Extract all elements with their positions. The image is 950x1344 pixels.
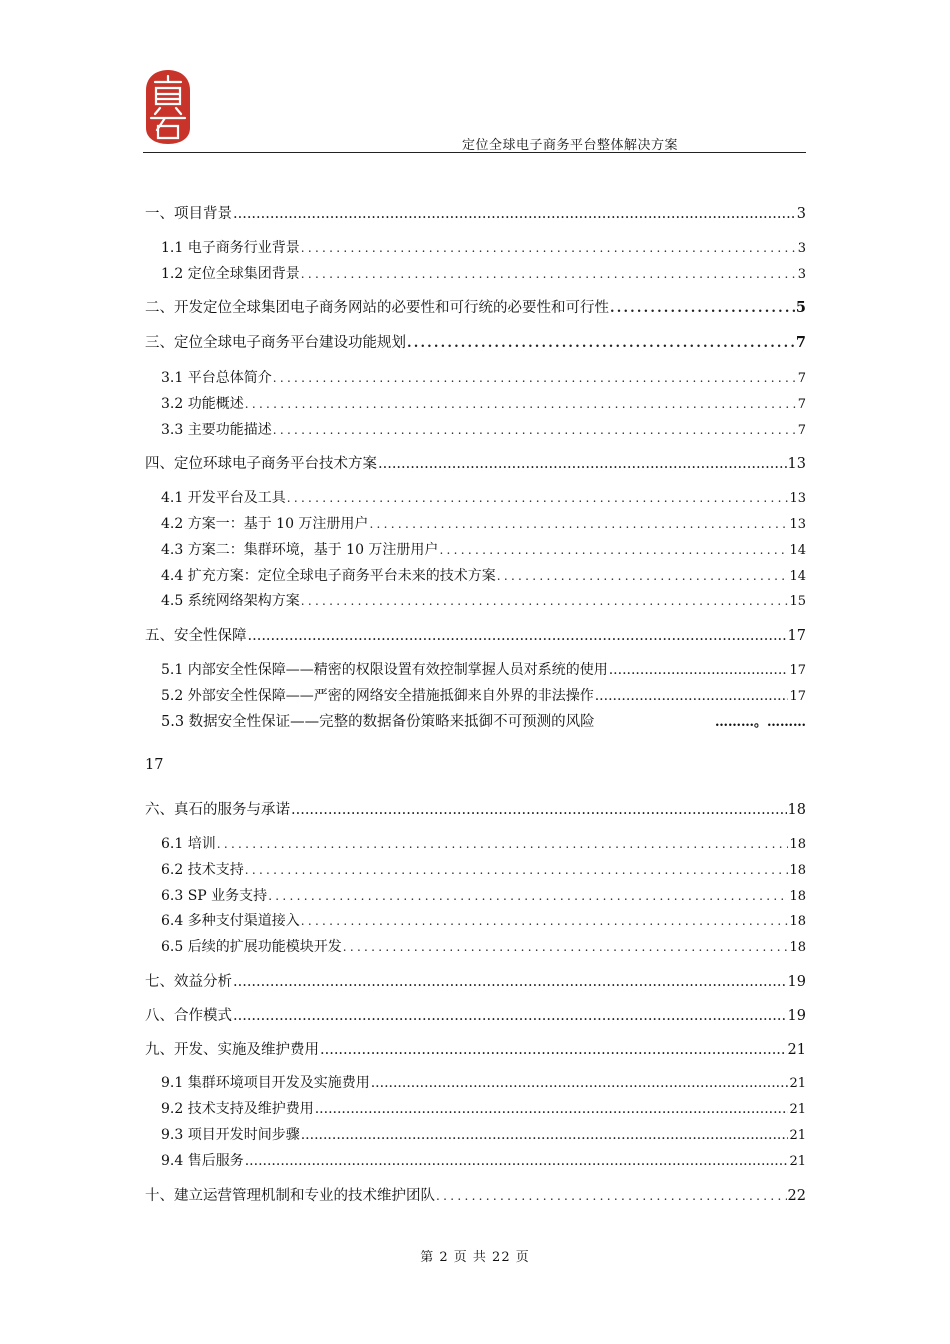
toc-entry-label: 4.2 方案一：基于 10 万注册用户 bbox=[161, 515, 369, 532]
toc-dot-leader bbox=[497, 564, 789, 589]
toc-entry-6-4[interactable] bbox=[145, 909, 806, 935]
toc-entry-label: 九、开发、实施及维护费用 bbox=[145, 1041, 319, 1058]
toc-entry-label: 9.1 集群环境项目开发及实施费用 bbox=[161, 1075, 370, 1092]
toc-entry-label: 3.1 平台总体简介 bbox=[161, 369, 272, 386]
toc-entry-page: 14 bbox=[789, 542, 806, 558]
toc-entry-3-2[interactable] bbox=[145, 392, 806, 418]
toc-entry-page: 21 bbox=[789, 1153, 806, 1169]
toc-entry-page: 21 bbox=[789, 1102, 806, 1118]
toc-dot-leader bbox=[245, 1149, 789, 1174]
toc-entry-9-2[interactable] bbox=[145, 1097, 806, 1123]
toc-entry-3-1[interactable] bbox=[145, 366, 806, 392]
toc-entry-label: 七、效益分析 bbox=[145, 973, 232, 990]
toc-entry-label: 三、定位全球电子商务平台建设功能规划 bbox=[145, 335, 406, 352]
toc-dot-leader bbox=[273, 366, 797, 391]
toc-entry-6[interactable] bbox=[145, 798, 806, 823]
toc-entry-page: 13 bbox=[787, 456, 806, 473]
toc-dot-leader: ………。……… bbox=[714, 714, 806, 730]
toc-entry-5[interactable] bbox=[145, 624, 806, 649]
toc-entry-5-3[interactable] bbox=[145, 710, 806, 736]
toc-dot-leader bbox=[217, 832, 789, 857]
toc-entry-6-2[interactable] bbox=[145, 858, 806, 884]
toc-entry-page: 18 bbox=[789, 940, 806, 956]
toc-entry-label: 9.3 项目开发时间步骤 bbox=[161, 1126, 300, 1143]
toc-entry-4-5[interactable] bbox=[145, 589, 806, 615]
toc-dot-leader bbox=[287, 486, 789, 511]
toc-entry-label: 4.4 扩充方案：定位全球电子商务平台未来的技术方案 bbox=[161, 567, 496, 584]
toc-entry-label: 5.1 内部安全性保障——精密的权限设置有效控制掌握人员对系统的使用 bbox=[161, 661, 608, 678]
toc-entry-label: 9.4 售后服务 bbox=[161, 1152, 244, 1169]
toc-entry-3-3[interactable] bbox=[145, 418, 806, 444]
toc-entry-9-1[interactable] bbox=[145, 1071, 806, 1097]
toc-entry-page: 13 bbox=[789, 491, 806, 507]
toc-dot-leader bbox=[301, 262, 797, 287]
toc-entry-5-2[interactable] bbox=[145, 684, 806, 710]
toc-entry-label: 五、安全性保障 bbox=[145, 628, 247, 645]
toc-entry-label: 6.2 技术支持 bbox=[161, 861, 244, 878]
toc-entry-page: 17 bbox=[787, 628, 806, 645]
toc-dot-leader bbox=[245, 858, 789, 883]
toc-entry-4-4[interactable] bbox=[145, 564, 806, 590]
toc-entry-6-3[interactable] bbox=[145, 884, 806, 910]
toc-dot-leader bbox=[610, 297, 795, 322]
toc-dot-leader bbox=[301, 909, 789, 934]
toc-entry-label: 4.1 开发平台及工具 bbox=[161, 490, 286, 507]
toc-dot-leader bbox=[248, 624, 787, 649]
toc-dot-leader bbox=[595, 684, 789, 709]
toc-entry-page: 19 bbox=[787, 1007, 806, 1024]
toc-dot-leader bbox=[245, 392, 797, 417]
toc-entry-6-5[interactable] bbox=[145, 935, 806, 961]
toc-entry-page: 3 bbox=[797, 266, 806, 282]
toc-dot-leader bbox=[343, 935, 789, 960]
toc-dot-leader bbox=[268, 884, 788, 909]
toc-dot-leader bbox=[439, 538, 788, 563]
toc-entry-label: 6.1 培训 bbox=[161, 835, 216, 852]
toc-dot-leader bbox=[320, 1038, 787, 1063]
toc-entry-label: 六、真石的服务与承诺 bbox=[145, 802, 290, 819]
toc-dot-leader bbox=[291, 798, 787, 823]
toc-entry-page: 5 bbox=[795, 299, 806, 317]
toc-entry-page: 21 bbox=[787, 1041, 806, 1058]
toc-entry-page: 15 bbox=[789, 594, 806, 610]
toc-entry-label: 一、项目背景 bbox=[145, 206, 232, 222]
toc-entry-9[interactable] bbox=[145, 1038, 806, 1063]
toc-entry-label: 二、开发定位全球集团电子商务网站的必要性和可行统的必要性和可行性 bbox=[145, 300, 609, 317]
toc-entry-4[interactable] bbox=[145, 452, 806, 477]
toc-entry-page: 14 bbox=[789, 568, 806, 584]
toc-entry-4-3[interactable] bbox=[145, 538, 806, 564]
toc-entry-label: 四、定位环球电子商务平台技术方案 bbox=[145, 456, 377, 473]
toc-entry-label: 5.3 数据安全性保证——完整的数据备份策略来抵御不可预测的风险 bbox=[161, 713, 595, 730]
toc-entry-label: 1.2 定位全球集团背景 bbox=[161, 265, 300, 282]
toc-entry-2[interactable] bbox=[145, 296, 806, 322]
table-of-contents bbox=[145, 202, 806, 1208]
toc-entry-page: 18 bbox=[789, 914, 806, 930]
toc-entry-label: 八、合作模式 bbox=[145, 1007, 232, 1024]
toc-entry-4-2[interactable] bbox=[145, 512, 806, 538]
toc-entry-page: 21 bbox=[789, 1076, 806, 1092]
toc-entry-label: 十、建立运营管理机制和专业的技术维护团队 bbox=[145, 1187, 435, 1204]
toc-entry-label: 3.2 功能概述 bbox=[161, 395, 244, 412]
toc-entry-page: 13 bbox=[789, 516, 806, 532]
toc-entry-5-3-page: 17 bbox=[145, 757, 164, 774]
header-divider bbox=[143, 152, 806, 153]
toc-dot-leader bbox=[369, 512, 788, 537]
toc-dot-leader bbox=[371, 1071, 789, 1096]
toc-entry-page: 7 bbox=[797, 370, 806, 386]
toc-entry-page: 7 bbox=[795, 334, 806, 352]
toc-entry-10[interactable] bbox=[145, 1184, 806, 1209]
toc-entry-page: 18 bbox=[787, 802, 806, 819]
toc-entry-1-1[interactable] bbox=[145, 236, 806, 262]
toc-entry-page: 17 bbox=[789, 662, 806, 678]
toc-entry-9-3[interactable] bbox=[145, 1123, 806, 1149]
toc-entry-8[interactable] bbox=[145, 1004, 806, 1029]
toc-dot-leader bbox=[436, 1184, 787, 1209]
page-footer: 第 2 页 共 22 页 bbox=[420, 1250, 530, 1265]
toc-entry-page: 19 bbox=[787, 973, 806, 990]
toc-entry-label: 9.2 技术支持及维护费用 bbox=[161, 1101, 314, 1118]
toc-dot-leader bbox=[378, 452, 787, 477]
toc-entry-page: 7 bbox=[797, 422, 806, 438]
toc-entry-3[interactable] bbox=[145, 331, 806, 357]
toc-entry-1[interactable] bbox=[145, 202, 806, 227]
toc-entry-page: 22 bbox=[787, 1187, 806, 1204]
toc-entry-5-1[interactable] bbox=[145, 658, 806, 684]
toc-entry-page: 3 bbox=[797, 240, 806, 256]
toc-entry-page: 3 bbox=[796, 206, 806, 222]
toc-entry-page: 18 bbox=[789, 862, 806, 878]
toc-entry-label: 5.2 外部安全性保障——严密的网络安全措施抵御来自外界的非法操作 bbox=[161, 687, 594, 704]
toc-dot-leader bbox=[301, 1123, 789, 1148]
toc-entry-6-1[interactable] bbox=[145, 832, 806, 858]
toc-dot-leader bbox=[315, 1097, 789, 1122]
toc-dot-leader bbox=[301, 236, 797, 261]
toc-entry-1-2[interactable] bbox=[145, 262, 806, 288]
toc-dot-leader bbox=[233, 1004, 787, 1029]
toc-entry-label: 6.4 多种支付渠道接入 bbox=[161, 913, 300, 930]
toc-entry-4-1[interactable] bbox=[145, 486, 806, 512]
toc-entry-label: 1.1 电子商务行业背景 bbox=[161, 239, 300, 256]
toc-dot-leader bbox=[273, 418, 797, 443]
toc-entry-9-4[interactable] bbox=[145, 1149, 806, 1175]
toc-dot-leader bbox=[301, 589, 789, 614]
toc-entry-label: 3.3 主要功能描述 bbox=[161, 421, 272, 438]
toc-dot-leader bbox=[609, 658, 789, 683]
toc-entry-page: 17 bbox=[789, 688, 806, 704]
toc-entry-label: 4.3 方案二：集群环境，基于 10 万注册用户 bbox=[161, 541, 439, 558]
toc-entry-page: 21 bbox=[789, 1127, 806, 1143]
toc-entry-page: 18 bbox=[789, 888, 806, 904]
toc-dot-leader bbox=[233, 970, 787, 995]
toc-dot-leader bbox=[233, 202, 796, 227]
toc-entry-page: 18 bbox=[789, 836, 806, 852]
toc-entry-label: 6.3 SP 业务支持 bbox=[161, 887, 268, 904]
header-document-title: 定位全球电子商务平台整体解决方案 bbox=[461, 138, 678, 153]
toc-entry-label: 6.5 后续的扩展功能模块开发 bbox=[161, 939, 342, 956]
toc-entry-label: 4.5 系统网络架构方案 bbox=[161, 593, 300, 610]
toc-entry-7[interactable] bbox=[145, 970, 806, 995]
toc-entry-page: 7 bbox=[797, 396, 806, 412]
toc-dot-leader bbox=[407, 332, 795, 357]
